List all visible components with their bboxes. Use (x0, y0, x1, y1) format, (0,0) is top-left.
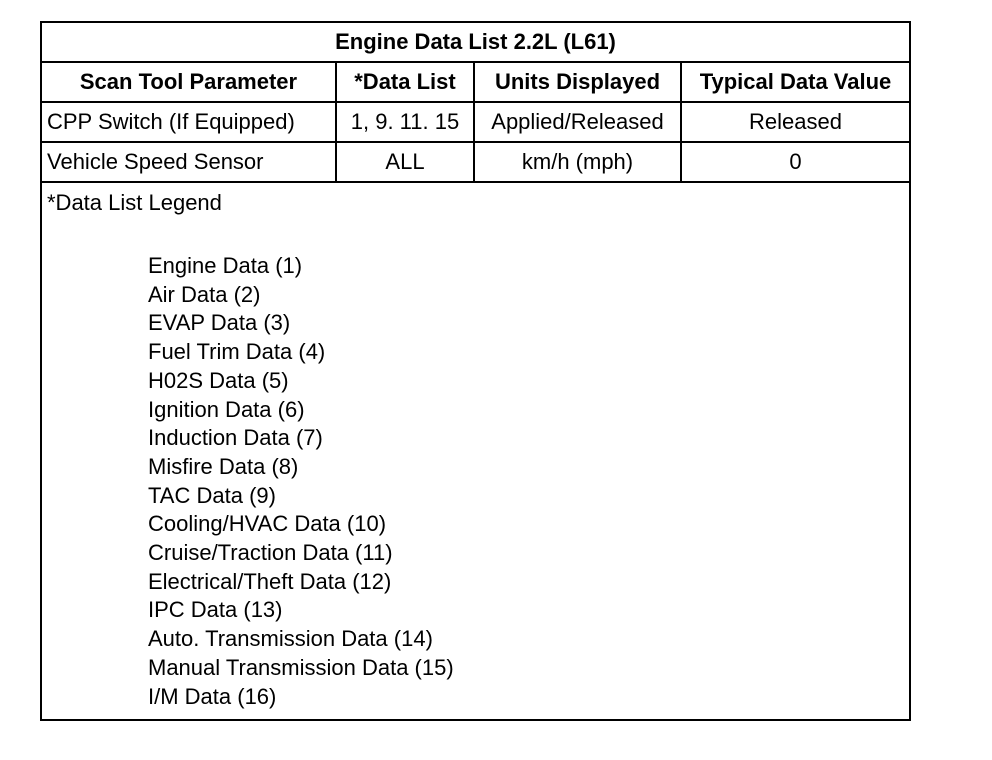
legend-item: Electrical/Theft Data (12) (148, 568, 392, 594)
legend-title: *Data List Legend (47, 190, 222, 215)
legend-item: I/M Data (16) (148, 683, 277, 709)
cell-parameter: Vehicle Speed Sensor (42, 143, 337, 181)
legend-item: Fuel Trim Data (4) (148, 339, 326, 365)
legend-item: EVAP Data (3) (148, 310, 291, 336)
cell-typical-value: Released (749, 109, 842, 134)
legend-item: Induction Data (7) (148, 425, 323, 451)
table-title: Engine Data List 2.2L (L61) (335, 29, 616, 54)
legend-item: Ignition Data (6) (148, 396, 305, 422)
table-row (42, 143, 909, 183)
legend-item: H02S Data (5) (148, 367, 289, 393)
cell-units: km/h (mph) (475, 143, 682, 181)
table-header-row (42, 63, 909, 103)
cell-parameter: CPP Switch (If Equipped) (42, 103, 337, 141)
header-data-list: *Data List (337, 63, 475, 101)
table-row (42, 103, 909, 143)
legend-item: Manual Transmission Data (15) (148, 654, 454, 680)
legend-item: Air Data (2) (148, 281, 261, 307)
legend-item: Auto. Transmission Data (14) (148, 626, 433, 652)
legend-item: Cruise/Traction Data (11) (148, 540, 393, 566)
engine-data-table (40, 21, 911, 721)
table-title-row (42, 23, 909, 63)
legend-row (42, 183, 909, 719)
legend-list (148, 252, 454, 711)
header-units-displayed: Units Displayed (475, 63, 682, 101)
cell-data-list: 1, 9. 11. 15 (337, 103, 475, 141)
cell-data-list: ALL (337, 143, 475, 181)
legend-item: Cooling/HVAC Data (10) (148, 511, 387, 537)
legend-item: IPC Data (13) (148, 597, 283, 623)
legend-item: Misfire Data (8) (148, 453, 299, 479)
legend-item: Engine Data (1) (148, 253, 303, 278)
header-typical-data-value: Typical Data Value (699, 69, 892, 94)
data-list-legend (42, 183, 454, 719)
cell-units: Applied/Released (475, 103, 682, 141)
header-scan-tool-parameter: Scan Tool Parameter (42, 63, 337, 101)
legend-item: TAC Data (9) (148, 482, 276, 508)
cell-typical-value: 0 (789, 149, 802, 174)
